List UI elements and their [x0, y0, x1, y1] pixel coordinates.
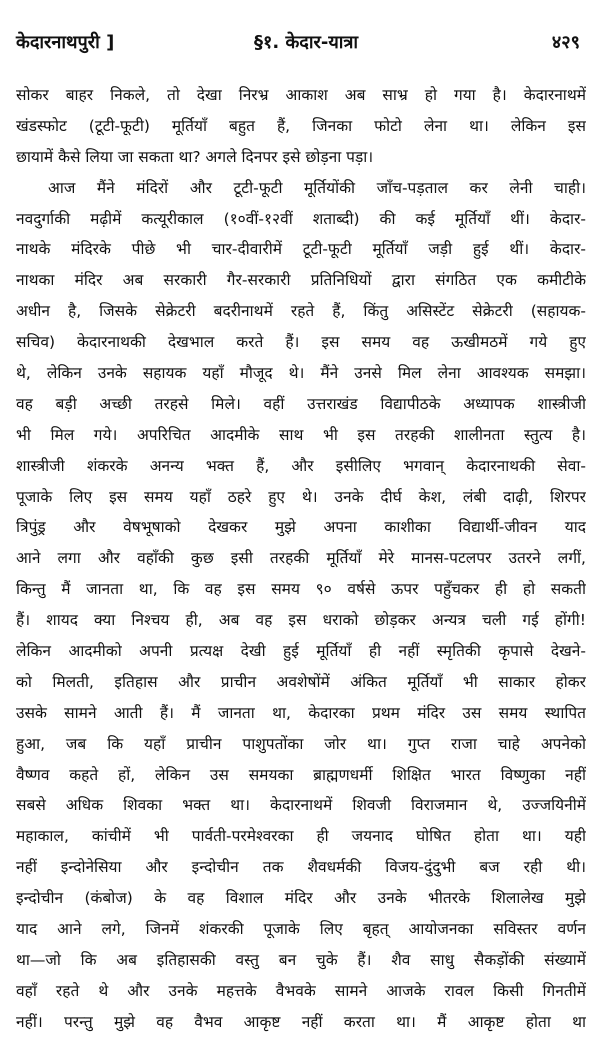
text-line: शास्त्रीजी शंकरके अनन्य भक्त हैं, और इसीलिए भगवान् केदारनाथकी सेवा-	[16, 456, 586, 475]
text-line: छायामें कैसे लिया जा सकता था? अगले दिनपर इसे छोड़ना पड़ा।	[16, 147, 374, 166]
text-line: नाथका मंदिर अब सरकारी गैर-सरकारी प्रतिनिधियों द्वारा संगठित एक कमीटीके	[16, 271, 586, 290]
text-line: त्रिपुंड्र और वेषभूषाको देखकर मुझे अपना काशीका विद्यार्थी-जीवन याद	[16, 518, 586, 537]
text-line: नहीं। परन्तु मुझे वह वैभव आकृष्ट नहीं करता था। मैं आकृष्ट होता था	[16, 1012, 586, 1031]
body-text	[16, 80, 586, 1038]
running-head-left: केदारनाथपुरी ]	[16, 32, 115, 53]
text-line: खंडस्फोट (टूटी-फूटी) मूर्तियाँ बहुत हैं, जिनका फोटो लेना था। लेकिन इस	[16, 116, 586, 135]
text-line: आने लगा और वहाँकी कुछ इसी तरहकी मूर्तियाँ मेरे मानस-पटलपर उतरने लगीं,	[16, 549, 586, 568]
text-line: वह बड़ी अच्छी तरहसे मिले। वहीं उत्तराखंड विद्यापीठके अध्यापक शास्त्रीजी	[16, 394, 586, 413]
text-line: को मिलती, इतिहास और प्राचीन अवशेषोंमें अंकित मूर्तियाँ भी साकार होकर	[16, 672, 586, 691]
text-line: वैष्णव कहते हों, लेकिन उस समयका ब्राह्मणधर्मी शिक्षित भारत विष्णुका नहीं	[16, 765, 586, 784]
text-line: सोकर बाहर निकले, तो देखा निरभ्र आकाश अब साभ्र हो गया है। केदारनाथमें	[16, 86, 586, 104]
text-line: नहीं इन्दोनेसिया और इन्दोचीन तक शैवधर्मकी विजय-दुंदुभी बज रही थी।	[16, 858, 586, 877]
text-line: सबसे अधिक शिवका भक्त था। केदारनाथमें शिवजी विराजमान थे, उज्जयिनीमें	[16, 796, 586, 815]
text-line: नाथके मंदिरके पीछे भी चार-दीवारीमें टूटी-फूटी मूर्तियाँ जड़ी हुई थीं। केदार-	[16, 240, 586, 259]
text-line: पूजाके लिए इस समय यहाँ ठहरे हुए थे। उनके दीर्घ केश, लंबी दाढ़ी, शिरपर	[16, 487, 586, 506]
text-line: अधीन है, जिसके सेक्रेटरी बदरीनाथमें रहते हैं, किंतु असिस्टेंट सेक्रेटरी (सहायक-	[16, 302, 586, 321]
text-line: थे, लेकिन उनके सहायक यहाँ मौजूद थे। मैंने उनसे मिल लेना आवश्यक समझा।	[16, 364, 586, 383]
text-line: याद आने लगे, जिनमें शंकरकी पूजाके लिए बृहत् आयोजनका सविस्तर वर्णन	[16, 920, 586, 939]
page-number: ४२९	[551, 32, 580, 53]
text-line: उसके सामने आती हैं। मैं जानता था, केदारका प्रथम मंदिर उस समय स्थापित	[16, 703, 586, 722]
text-line: था—जो कि अब इतिहासकी वस्तु बन चुके हैं। शैव साधु सैकड़ोंकी संख्यामें	[16, 950, 586, 969]
text-line: भी मिल गये। अपरिचित आदमीके साथ भी इस तरहकी शालीनता स्तुत्य है।	[16, 425, 586, 444]
text-line: हुआ, जब कि यहाँ प्राचीन पाशुपतोंका जोर था। गुप्त राजा चाहे अपनेको	[16, 734, 586, 753]
text-line: लेकिन आदमीको अपनी प्रत्यक्ष देखी हुई मूर्तियाँ ही नहीं स्मृतिकी कृपासे देखने-	[16, 642, 586, 661]
chapter-section-title: §१. केदार-यात्रा	[254, 32, 359, 53]
text-line: आज मैंने मंदिरों और टूटी-फूटी मूर्तियोंकी जाँच-पड़ताल कर लेनी चाही।	[48, 178, 586, 197]
text-line: किन्तु मैं जानता था, कि वह इस समय ९० वर्षसे ऊपर पहुँचकर ही हो सकती	[16, 580, 586, 599]
text-line: नवदुर्गाकी मढ़ीमें कत्यूरीकाल (१०वीं-१२वीं शताब्दी) की कई मूर्तियाँ थीं। केदार-	[16, 209, 586, 228]
text-line: वहाँ रहते थे और उनके महत्तके वैभवके सामने आजके रावल किसी गिनतीमें	[16, 981, 586, 1000]
text-line: इन्दोचीन (कंबोज) के वह विशाल मंदिर और उनके भीतरके शिलालेख मुझे	[16, 889, 586, 908]
text-line: हैं। शायद क्या निश्चय ही, अब वह इस धराको छोड़कर अन्यत्र चली गई होंगी!	[16, 611, 586, 630]
text-line: सचिव) केदारनाथकी देखभाल करते हैं। इस समय वह ऊखीमठमें गये हुए	[16, 333, 586, 352]
running-head	[16, 30, 586, 66]
text-line: महाकाल, कांचीमें भी पार्वती-परमेश्वरका ही जयनाद घोषित होता था। यही	[16, 827, 586, 846]
